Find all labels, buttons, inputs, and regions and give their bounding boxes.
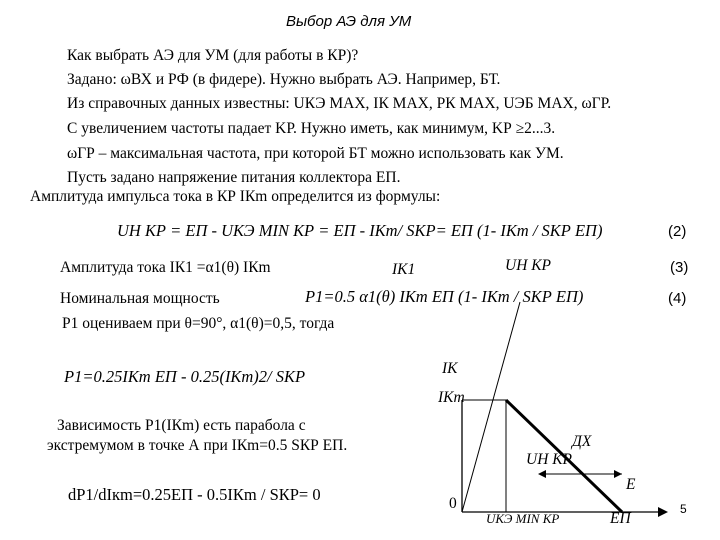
un-arrow-left xyxy=(538,470,546,478)
umin-label: UКЭ MIN КР xyxy=(486,511,560,526)
derivative-equation: dP1/dIкm=0.25EП - 0.5IКm / SКР= 0 xyxy=(68,485,321,504)
e-label: E xyxy=(626,476,636,493)
dx-label: ДХ xyxy=(572,433,592,450)
intro-line-3: Из справочных данных известны: UКЭ МАХ, IК МАХ, PК МАХ, UЭБ МАХ, ωГР. xyxy=(67,95,612,112)
intro-line-6: Пусть задано напряжение питания коллектора EП. xyxy=(67,169,401,186)
ep-label: EП xyxy=(610,510,631,527)
equation-2-number: (2) xyxy=(668,223,687,240)
intro-line-4: С увеличением частоты падает KР. Нужно иметь, как минимум, KР ≥2...3. xyxy=(67,120,556,137)
intro-line-1: Как выбрать АЭ для УМ (для работы в КР)? xyxy=(67,47,359,64)
equation-4: P1=0.5 α1(θ) IКm EП (1- IКm / SКР EП) xyxy=(305,287,584,306)
equation-2: UН КР = EП - UКЭ MIN КР = EП - IКm/ SКР= EП (1- IКm / SКР EП) xyxy=(117,221,603,240)
un-arrow-right xyxy=(614,470,622,478)
intro-line-2: Задано: ωВХ и PФ (в фидере). Нужно выбрать АЭ. Например, БТ. xyxy=(67,71,501,88)
equation-3-number: (3) xyxy=(670,259,689,276)
origin-label: 0 xyxy=(449,495,457,512)
p1-estimate: P1 оцениваем при θ=90°, α1(θ)=0,5, тогда xyxy=(62,315,335,332)
un-label: UН КР xyxy=(526,451,573,468)
page-number: 5 xyxy=(680,502,687,516)
intro-line-5: ωГР – максимальная частота, при которой БТ можно использовать как УМ. xyxy=(67,145,564,162)
equation-4-label: Номинальная мощность xyxy=(60,290,220,307)
equation-3-mid: IК1 xyxy=(392,261,416,278)
slide-title: Выбор АЭ для УМ xyxy=(286,13,412,30)
intro-line-7: Амплитуда импульса тока в КР IКm определится из формулы: xyxy=(30,188,441,205)
equation-3-right: UН КР xyxy=(505,257,552,274)
voltage-axis-arrow xyxy=(658,507,668,517)
equation-3-label: Амплитуда тока IК1 =α1(θ) IКm xyxy=(60,259,271,276)
p1-formula: P1=0.25IКm EП - 0.25(IКm)2/ SКР xyxy=(64,367,306,386)
parabola-line-2: экстремумом в точке А при IКm=0.5 SКР EП. xyxy=(47,437,348,454)
ik-label: IК xyxy=(442,360,458,377)
ikm-label: IКm xyxy=(438,389,465,406)
equation-4-number: (4) xyxy=(668,290,687,307)
parabola-line-1: Зависимость P1(IКm) есть парабола с xyxy=(57,417,306,434)
